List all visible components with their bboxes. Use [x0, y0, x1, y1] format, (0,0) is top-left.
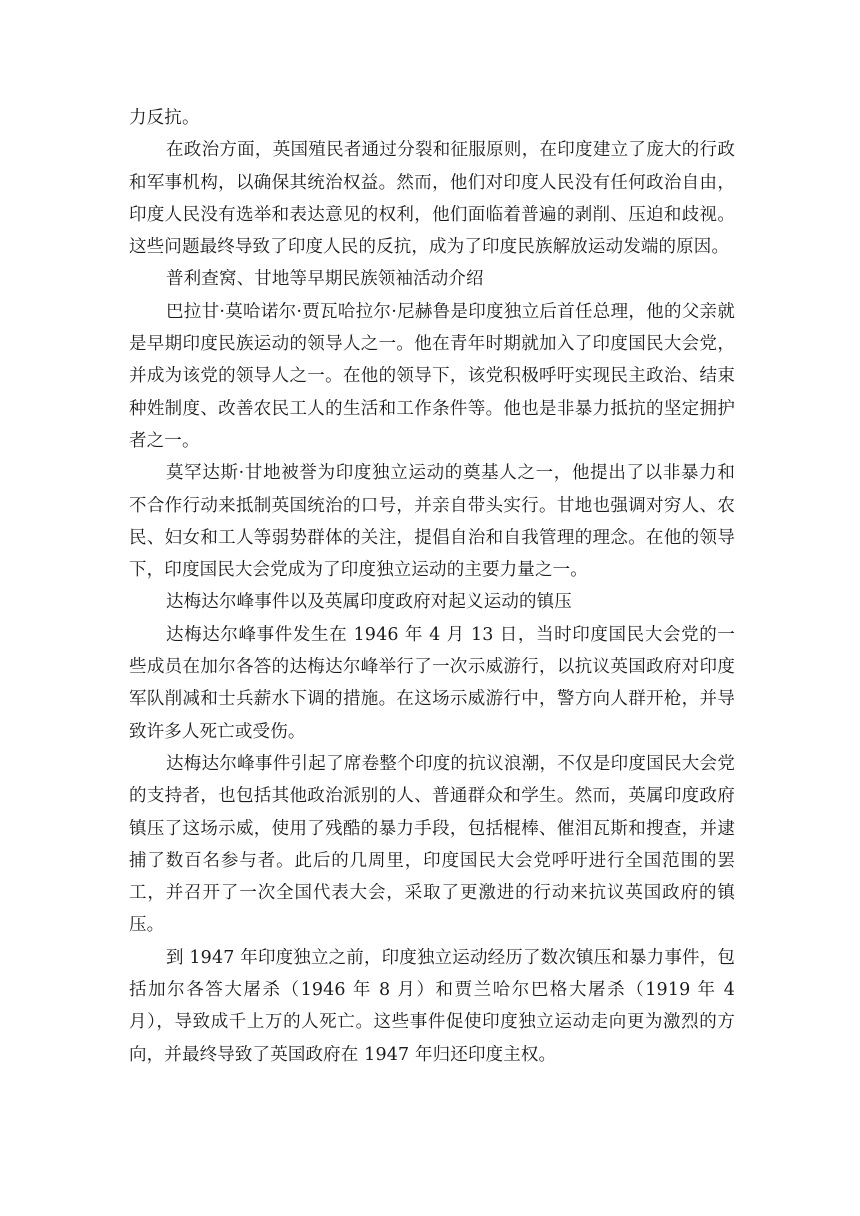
paragraph-nehru: 巴拉甘·莫哈诺尔·贾瓦哈拉尔·尼赫鲁是印度独立后首任总理，他的父亲就是早期印度民族运动的领导人之一。他在青年时期就加入了印度国民大会党，并成为该党的领导人之一。在他的领导下，该党积极呼吁实现民主政治、结束种姓制度、改善农民工人的生活和工作条件等。他也是非暴力抵抗的坚定拥护者之一。: [129, 301, 735, 451]
paragraph-political-aspect: 在政治方面，英国殖民者通过分裂和征服原则，在印度建立了庞大的行政和军事机构，以确保其统治权益。然而，他们对印度人民没有任何政治自由，印度人民没有选举和表达意见的权利，他们面临着普遍的剥削、压迫和歧视。这些问题最终导致了印度人民的反抗，成为了印度民族解放运动发端的原因。: [129, 140, 735, 258]
section-heading-incident: 达梅达尔峰事件以及英属印度政府对起义运动的镇压: [166, 592, 572, 613]
paragraph-independence: 到 1947 年印度独立之前，印度独立运动经历了数次镇压和暴力事件，包括加尔各答大屠杀（1946 年 8 月）和贾兰哈尔巴格大屠杀（1919 年 4 月），导致成千上万的人死亡。这些事件促使印度独立运动走向更为激烈的方向，并最终导致了英国政府在 1947 年归还印度主权。: [129, 947, 735, 1065]
paragraph-incident-description: 达梅达尔峰事件发生在 1946 年 4 月 13 日，当时印度国民大会党的一些成员在加尔各答的达梅达尔峰举行了一次示威游行，以抗议英国政府对印度军队削减和士兵薪水下调的措施。在这场示威游行中，警方向人群开枪，并导致许多人死亡或受伤。: [129, 624, 735, 742]
paragraph-continuation: 力反抗。: [129, 108, 200, 128]
paragraph-gandhi: 莫罕达斯·甘地被誉为印度独立运动的奠基人之一，他提出了以非暴力和不合作行动来抵制英国统治的口号，并亲自带头实行。甘地也强调对穷人、农民、妇女和工人等弱势群体的关注，提倡自治和自我管理的理念。在他的领导下，印度国民大会党成为了印度独立运动的主要力量之一。: [129, 463, 735, 581]
document-body: [129, 102, 735, 1071]
paragraph-incident-aftermath: 达梅达尔峰事件引起了席卷整个印度的抗议浪潮，不仅是印度国民大会党的支持者，也包括其他政治派别的人、普通群众和学生。然而，英属印度政府镇压了这场示威，使用了残酷的暴力手段，包括棍棒、催泪瓦斯和搜查，并逮捕了数百名参与者。此后的几周里，印度国民大会党呼吁进行全国范围的罢工，并召开了一次全国代表大会，采取了更激进的行动来抗议英国政府的镇压。: [129, 753, 735, 936]
section-heading-early-leaders: 普利查窝、甘地等早期民族领袖活动介绍: [166, 269, 484, 290]
